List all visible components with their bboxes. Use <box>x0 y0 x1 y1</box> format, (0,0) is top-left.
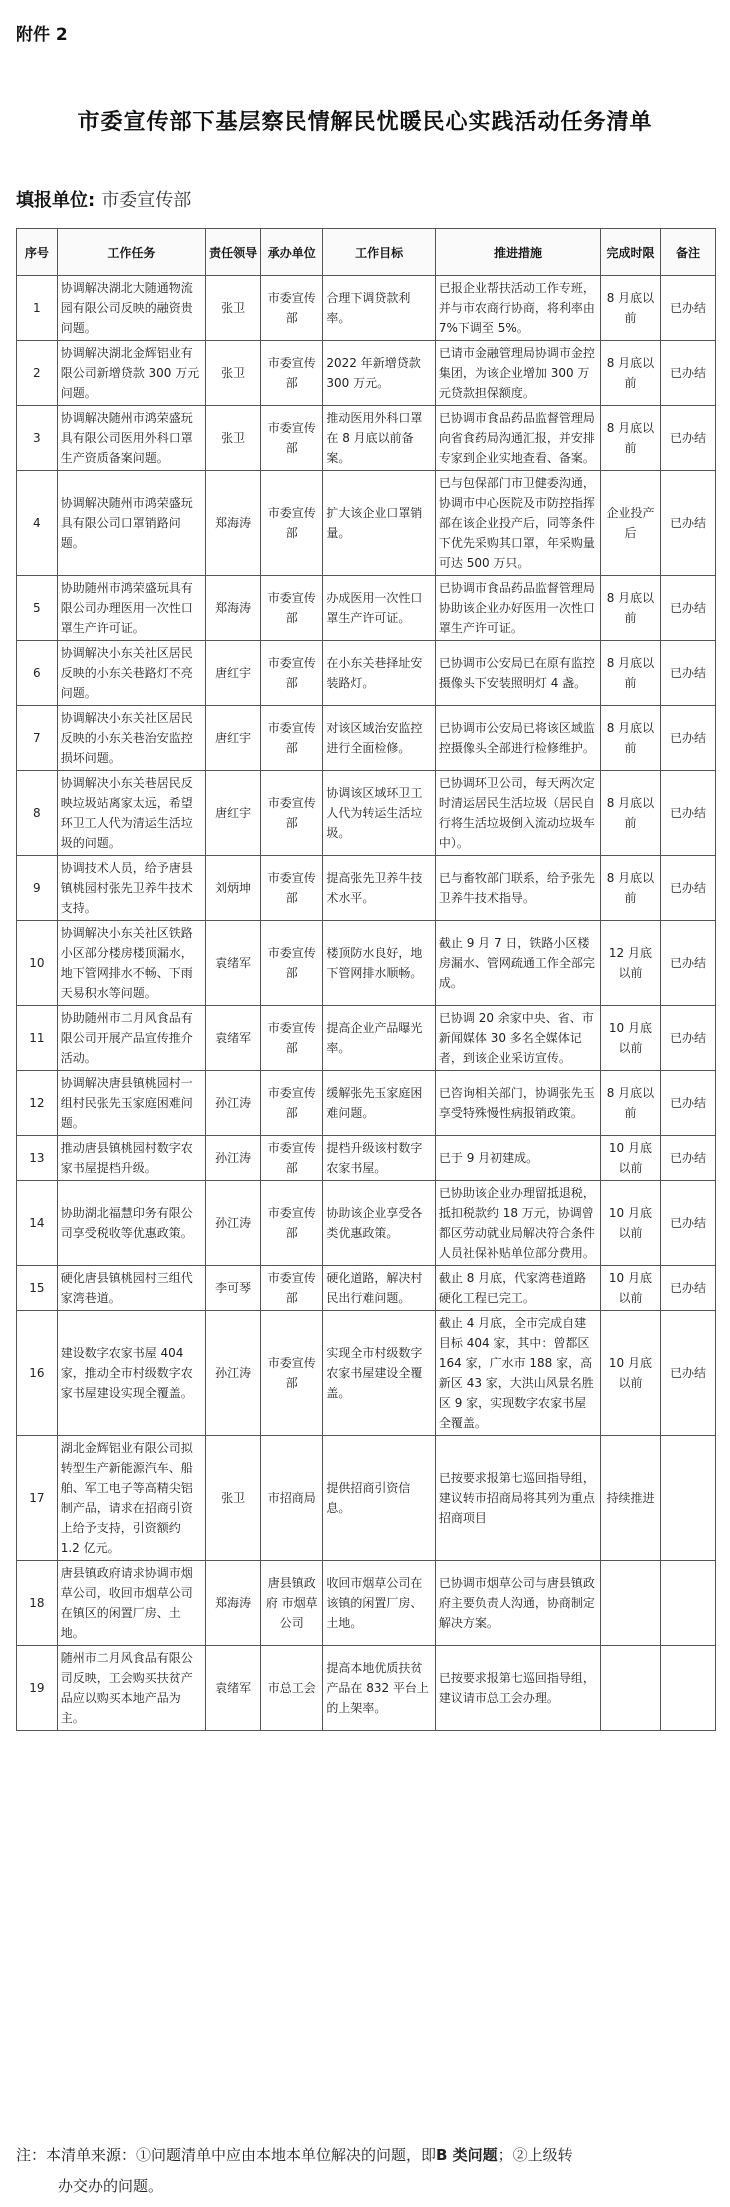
row-task: 协调解决湖北大随通物流园有限公司反映的融资贵问题。 <box>57 276 205 341</box>
row-goal: 收回市烟草公司在该镇的闲置厂房、土地。 <box>323 1561 436 1646</box>
table-row <box>17 471 716 576</box>
row-measure: 已协调 20 余家中央、省、市新闻媒体 30 多名全媒体记者，到该企业采访宣传。 <box>435 1006 600 1071</box>
filler-label: 填报单位: <box>16 190 96 211</box>
row-remark: 已办结 <box>660 1006 715 1071</box>
row-deadline: 企业投产后 <box>601 471 661 576</box>
table-row <box>17 706 716 771</box>
row-leader: 唐红宇 <box>206 641 261 706</box>
row-measure: 已协调环卫公司，每天两次定时清运居民生活垃圾（居民自行将生活垃圾倒入流动垃圾车中）。 <box>435 771 600 856</box>
row-unit: 市委宣传部 <box>261 1311 323 1436</box>
row-task: 协助随州市鸿荣盛玩具有限公司办理医用一次性口罩生产许可证。 <box>57 576 205 641</box>
row-measure: 已协助该企业办理留抵退税，抵扣税款约 18 万元，协调曾都区劳动就业局解决符合条件人员社保补贴单位部分费用。 <box>435 1181 600 1266</box>
footnote-prefix: 注：本清单来源：①问题清单中应由本地本单位解决的问题，即 <box>16 2146 437 2164</box>
row-deadline: 8 月底以前 <box>601 706 661 771</box>
row-deadline: 8 月底以前 <box>601 406 661 471</box>
row-leader: 袁绪军 <box>206 921 261 1006</box>
row-measure: 已请市金融管理局协调市金控集团，为该企业增加 300 万元贷款担保额度。 <box>435 341 600 406</box>
row-no: 1 <box>17 276 58 341</box>
row-goal: 提档升级该村数字农家书屋。 <box>323 1136 436 1181</box>
row-leader: 张卫 <box>206 1436 261 1561</box>
row-task: 建设数字农家书屋 404 家，推动全市村级数字农家书屋建设实现全覆盖。 <box>57 1311 205 1436</box>
row-no: 5 <box>17 576 58 641</box>
row-leader: 袁绪军 <box>206 1646 261 1731</box>
row-goal: 对该区域治安监控进行全面检修。 <box>323 706 436 771</box>
row-leader: 唐红宇 <box>206 706 261 771</box>
row-deadline: 8 月底以前 <box>601 856 661 921</box>
filler-value: 市委宣传部 <box>101 190 192 211</box>
row-remark <box>660 1561 715 1646</box>
row-task: 推动唐县镇桃园村数字农家书屋提档升级。 <box>57 1136 205 1181</box>
row-no: 13 <box>17 1136 58 1181</box>
row-task: 硬化唐县镇桃园村三组代家湾巷道。 <box>57 1266 205 1311</box>
table-row <box>17 576 716 641</box>
table-row <box>17 771 716 856</box>
row-task: 协调技术人员，给予唐县镇桃园村张先卫养牛技术支持。 <box>57 856 205 921</box>
row-no: 17 <box>17 1436 58 1561</box>
row-measure: 已咨询相关部门，协调张先玉享受特殊慢性病报销政策。 <box>435 1071 600 1136</box>
row-leader: 孙江涛 <box>206 1181 261 1266</box>
row-measure: 已与畜牧部门联系，给予张先卫养牛技术指导。 <box>435 856 600 921</box>
row-unit: 市委宣传部 <box>261 1181 323 1266</box>
row-deadline <box>601 1561 661 1646</box>
row-goal: 2022 年新增贷款 300 万元。 <box>323 341 436 406</box>
row-unit: 市委宣传部 <box>261 1136 323 1181</box>
row-measure: 已协调市食品药品监督管理局协助该企业办好医用一次性口罩生产许可证。 <box>435 576 600 641</box>
row-no: 2 <box>17 341 58 406</box>
row-measure: 已协调市公安局已将该区域监控摄像头全部进行检修维护。 <box>435 706 600 771</box>
row-no: 18 <box>17 1561 58 1646</box>
table-row <box>17 921 716 1006</box>
row-deadline: 8 月底以前 <box>601 1071 661 1136</box>
footnote-suffix: ；②上级转 <box>497 2146 573 2164</box>
row-remark: 已办结 <box>660 1071 715 1136</box>
row-task: 协助随州市二月风食品有限公司开展产品宣传推介活动。 <box>57 1006 205 1071</box>
row-goal: 推动医用外科口罩在 8 月底以前备案。 <box>323 406 436 471</box>
row-leader: 李可琴 <box>206 1266 261 1311</box>
row-goal: 合理下调贷款利率。 <box>323 276 436 341</box>
row-no: 15 <box>17 1266 58 1311</box>
row-goal: 提高本地优质扶贫产品在 832 平台上的上架率。 <box>323 1646 436 1731</box>
row-goal: 缓解张先玉家庭困难问题。 <box>323 1071 436 1136</box>
row-goal: 楼顶防水良好，地下管网排水顺畅。 <box>323 921 436 1006</box>
row-goal: 提供招商引资信息。 <box>323 1436 436 1561</box>
table-row <box>17 1181 716 1266</box>
row-remark: 已办结 <box>660 1266 715 1311</box>
row-unit: 市委宣传部 <box>261 406 323 471</box>
row-no: 8 <box>17 771 58 856</box>
row-task: 湖北金辉铝业有限公司拟转型生产新能源汽车、船舶、军工电子等高精尖铝制产品，请求在招商引资上给予支持，引资额约 1.2 亿元。 <box>57 1436 205 1561</box>
row-no: 16 <box>17 1311 58 1436</box>
row-no: 10 <box>17 921 58 1006</box>
col-header-task: 工作任务 <box>57 229 205 276</box>
row-remark <box>660 1646 715 1731</box>
row-goal: 提高张先卫养牛技术水平。 <box>323 856 436 921</box>
row-measure: 已与包保部门市卫健委沟通，协调市中心医院及市防控指挥部在该企业投产后，同等条件下优先采购其口罩，年采购量可达 500 万只。 <box>435 471 600 576</box>
col-header-unit: 承办单位 <box>261 229 323 276</box>
row-unit: 市委宣传部 <box>261 641 323 706</box>
row-goal: 协助该企业享受各类优惠政策。 <box>323 1181 436 1266</box>
row-deadline: 持续推进 <box>601 1436 661 1561</box>
row-measure: 已协调市烟草公司与唐县镇政府主要负责人沟通，协商制定解决方案。 <box>435 1561 600 1646</box>
col-header-measure: 推进措施 <box>435 229 600 276</box>
row-deadline: 8 月底以前 <box>601 771 661 856</box>
table-header-row <box>17 229 716 276</box>
row-measure: 截止 4 月底，全市完成自建目标 404 家，其中：曾都区 164 家，广水市 188 家，高新区 43 家，大洪山风景名胜区 9 家，实现数字农家书屋全覆盖。 <box>435 1311 600 1436</box>
row-leader: 郑海涛 <box>206 1561 261 1646</box>
row-unit: 市委宣传部 <box>261 576 323 641</box>
row-task: 协调解决随州市鸿荣盛玩具有限公司医用外科口罩生产资质备案问题。 <box>57 406 205 471</box>
row-no: 6 <box>17 641 58 706</box>
row-measure: 已按要求报第七巡回指导组，建议转市招商局将其列为重点招商项目 <box>435 1436 600 1561</box>
footnote-bold: B 类问题 <box>436 2146 498 2164</box>
row-no: 14 <box>17 1181 58 1266</box>
row-leader: 刘炳坤 <box>206 856 261 921</box>
row-task: 协助湖北福慧印务有限公司享受税收等优惠政策。 <box>57 1181 205 1266</box>
row-goal: 提高企业产品曝光率。 <box>323 1006 436 1071</box>
row-no: 9 <box>17 856 58 921</box>
row-deadline <box>601 1646 661 1731</box>
table-row <box>17 1646 716 1731</box>
row-deadline: 12 月底以前 <box>601 921 661 1006</box>
row-leader: 张卫 <box>206 276 261 341</box>
row-no: 7 <box>17 706 58 771</box>
row-leader: 唐红宇 <box>206 771 261 856</box>
row-measure: 已按要求报第七巡回指导组，建议请市总工会办理。 <box>435 1646 600 1731</box>
row-deadline: 10 月底以前 <box>601 1136 661 1181</box>
table-row <box>17 1136 716 1181</box>
row-goal: 硬化道路，解决村民出行难问题。 <box>323 1266 436 1311</box>
table-row <box>17 1071 716 1136</box>
row-leader: 孙江涛 <box>206 1311 261 1436</box>
col-header-deadline: 完成时限 <box>601 229 661 276</box>
table-row <box>17 406 716 471</box>
row-task: 协调解决小东关社区居民反映的小东关巷路灯不亮问题。 <box>57 641 205 706</box>
row-deadline: 10 月底以前 <box>601 1266 661 1311</box>
table-row <box>17 341 716 406</box>
row-unit: 市委宣传部 <box>261 921 323 1006</box>
annex-label: 附件 2 <box>16 25 68 45</box>
row-measure: 已协调市食品药品监督管理局向省食药局沟通汇报，并安排专家到企业实地查看、备案。 <box>435 406 600 471</box>
row-remark: 已办结 <box>660 471 715 576</box>
row-remark: 已办结 <box>660 1136 715 1181</box>
row-task: 唐县镇政府请求协调市烟草公司，收回市烟草公司在镇区的闲置厂房、土地。 <box>57 1561 205 1646</box>
row-remark: 已办结 <box>660 856 715 921</box>
row-remark <box>660 1436 715 1561</box>
row-deadline: 8 月底以前 <box>601 576 661 641</box>
col-header-no: 序号 <box>17 229 58 276</box>
row-deadline: 10 月底以前 <box>601 1311 661 1436</box>
row-unit: 市委宣传部 <box>261 1006 323 1071</box>
row-remark: 已办结 <box>660 276 715 341</box>
table-row <box>17 276 716 341</box>
row-remark: 已办结 <box>660 1181 715 1266</box>
table-row <box>17 641 716 706</box>
table-row <box>17 1266 716 1311</box>
row-unit: 市招商局 <box>261 1436 323 1561</box>
table-row <box>17 1006 716 1071</box>
row-goal: 办成医用一次性口罩生产许可证。 <box>323 576 436 641</box>
row-remark: 已办结 <box>660 641 715 706</box>
row-no: 11 <box>17 1006 58 1071</box>
table-row <box>17 1561 716 1646</box>
row-unit: 市委宣传部 <box>261 1071 323 1136</box>
row-remark: 已办结 <box>660 1311 715 1436</box>
row-leader: 郑海涛 <box>206 576 261 641</box>
row-remark: 已办结 <box>660 771 715 856</box>
row-unit: 市委宣传部 <box>261 341 323 406</box>
row-unit: 市委宣传部 <box>261 771 323 856</box>
row-measure: 已协调市公安局已在原有监控摄像头下安装照明灯 4 盏。 <box>435 641 600 706</box>
row-no: 4 <box>17 471 58 576</box>
row-measure: 已报企业帮扶活动工作专班，并与市农商行协商，将利率由 7%下调至 5%。 <box>435 276 600 341</box>
page-title: 市委宣传部下基层察民情解民忧暖民心实践活动任务清单 <box>77 109 653 135</box>
table-row <box>17 856 716 921</box>
row-unit: 市委宣传部 <box>261 856 323 921</box>
row-task: 随州市二月风食品有限公司反映，工会购买扶贫产品应以购买本地产品为主。 <box>57 1646 205 1731</box>
row-unit: 市委宣传部 <box>261 471 323 576</box>
row-unit: 市委宣传部 <box>261 706 323 771</box>
row-leader: 张卫 <box>206 406 261 471</box>
row-deadline: 8 月底以前 <box>601 641 661 706</box>
row-remark: 已办结 <box>660 406 715 471</box>
row-task: 协调解决小东关巷居民反映垃圾站离家太远，希望环卫工人代为清运生活垃圾的问题。 <box>57 771 205 856</box>
row-remark: 已办结 <box>660 576 715 641</box>
row-leader: 孙江涛 <box>206 1071 261 1136</box>
row-remark: 已办结 <box>660 706 715 771</box>
col-header-goal: 工作目标 <box>323 229 436 276</box>
row-goal: 实现全市村级数字农家书屋建设全覆盖。 <box>323 1311 436 1436</box>
row-deadline: 10 月底以前 <box>601 1181 661 1266</box>
row-task: 协调解决唐县镇桃园村一组村民张先玉家庭困难问题。 <box>57 1071 205 1136</box>
row-unit: 市委宣传部 <box>261 276 323 341</box>
col-header-remark: 备注 <box>660 229 715 276</box>
row-deadline: 8 月底以前 <box>601 341 661 406</box>
row-no: 19 <box>17 1646 58 1731</box>
row-no: 3 <box>17 406 58 471</box>
row-unit: 市委宣传部 <box>261 1266 323 1311</box>
row-measure: 截止 8 月底，代家湾巷道路硬化工程已完工。 <box>435 1266 600 1311</box>
table-row <box>17 1311 716 1436</box>
task-table <box>16 228 716 1731</box>
row-goal: 扩大该企业口罩销量。 <box>323 471 436 576</box>
row-task: 协调解决小东关社区铁路小区部分楼房楼顶漏水，地下管网排水不畅、下雨天易积水等问题。 <box>57 921 205 1006</box>
row-deadline: 8 月底以前 <box>601 276 661 341</box>
table-row <box>17 1436 716 1561</box>
row-remark: 已办结 <box>660 921 715 1006</box>
row-goal: 在小东关巷择址安装路灯。 <box>323 641 436 706</box>
row-task: 协调解决小东关社区居民反映的小东关巷治安监控损坏问题。 <box>57 706 205 771</box>
row-goal: 协调该区域环卫工人代为转运生活垃圾。 <box>323 771 436 856</box>
row-leader: 郑海涛 <box>206 471 261 576</box>
footnote-line2: 办交办的问题。 <box>58 2177 164 2195</box>
row-measure: 已于 9 月初建成。 <box>435 1136 600 1181</box>
row-task: 协调解决随州市鸿荣盛玩具有限公司口罩销路问题。 <box>57 471 205 576</box>
col-header-leader: 责任领导 <box>206 229 261 276</box>
row-measure: 截止 9 月 7 日，铁路小区楼房漏水、管网疏通工作全部完成。 <box>435 921 600 1006</box>
row-unit: 唐县镇政府 市烟草公司 <box>261 1561 323 1646</box>
footnote <box>16 2140 716 2202</box>
row-leader: 袁绪军 <box>206 1006 261 1071</box>
row-task: 协调解决湖北金辉铝业有限公司新增贷款 300 万元问题。 <box>57 341 205 406</box>
row-remark: 已办结 <box>660 341 715 406</box>
row-leader: 孙江涛 <box>206 1136 261 1181</box>
row-deadline: 10 月底以前 <box>601 1006 661 1071</box>
filler-unit <box>16 186 191 212</box>
row-leader: 张卫 <box>206 341 261 406</box>
row-unit: 市总工会 <box>261 1646 323 1731</box>
row-no: 12 <box>17 1071 58 1136</box>
